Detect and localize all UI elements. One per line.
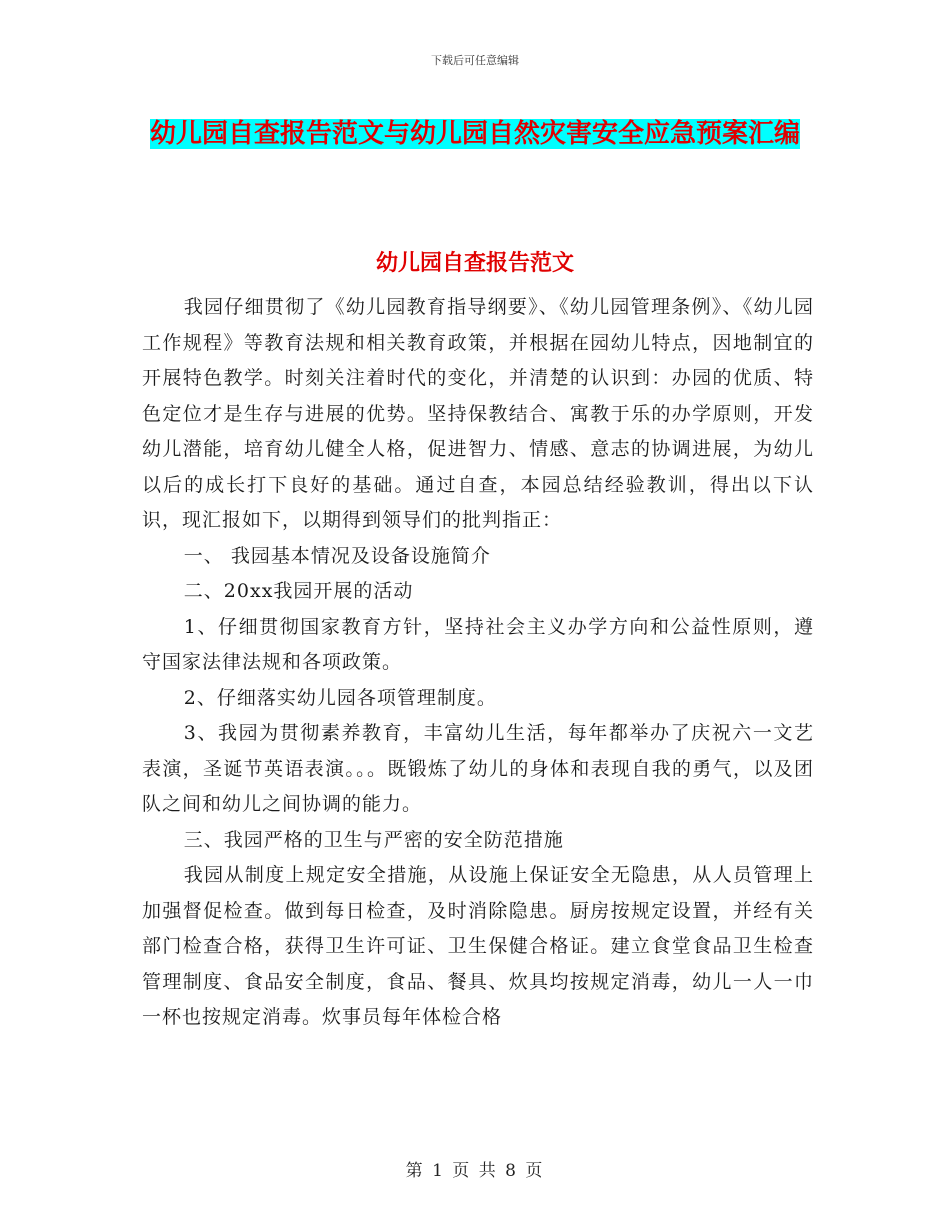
page-number: 第 1 页 共 8 页 — [405, 1161, 545, 1181]
paragraph-item-3: 3、我园为贯彻素养教育，丰富幼儿生活，每年都举办了庆祝六一文艺表演，圣诞节英语表演。。。既锻炼了幼儿的身体和表现自我的勇气，以及团队之间和幼儿之间协调的能力。 — [142, 722, 814, 815]
section-title: 幼儿园自查报告范文 — [375, 250, 574, 276]
paragraph-item-1: 1、仔细贯彻国家教育方针，坚持社会主义办学方向和公益性原则，遵守国家法律法规和各项政策。 — [142, 615, 814, 673]
heading-activities: 二、20xx我园开展的活动 — [183, 580, 414, 602]
heading-safety: 三、我园严格的卫生与严密的安全防范措施 — [183, 828, 564, 851]
document-title-text: 幼儿园自查报告范文与幼儿园自然灾害安全应急预案汇编 — [149, 119, 800, 149]
heading-basic-info: 一、 我园基本情况及设备设施简介 — [183, 544, 491, 567]
paragraph-intro: 我园仔细贯彻了《幼儿园教育指导纲要》、《幼儿园管理条例》、《幼儿园工作规程》等教育法规和相关教育政策，并根据在园幼儿特点，因地制宜的开展特色教学。时刻关注着时代的变化，并清楚的认识到：办园的优质、特色定位才是生存与进展的优势。坚持保教结合、寓教于乐的办学原则，开发幼儿潜能，培育幼儿健全人格，促进智力、情感、意志的协调进展，为幼儿以后的成长打下良好的基础。通过自查，本园总结经验教训，得出以下认识，现汇报如下，以期得到领导们的批判指正： — [142, 296, 814, 531]
page-header-note: 下载后可任意编辑 — [431, 54, 519, 67]
document-body — [142, 290, 814, 1036]
paragraph-safety: 我园从制度上规定安全措施，从设施上保证安全无隐患，从人员管理上加强督促检查。做到每日检查，及时消除隐患。厨房按规定设置，并经有关部门检查合格，获得卫生许可证、卫生保健合格证。建立食堂食品卫生检查管理制度、食品安全制度，食品、餐具、炊具均按规定消毒，幼儿一人一巾一杯也按规定消毒。炊事员每年体检合格 — [142, 864, 814, 1028]
document-title — [140, 110, 810, 158]
paragraph-item-2: 2、仔细落实幼儿园各项管理制度。 — [183, 686, 497, 709]
